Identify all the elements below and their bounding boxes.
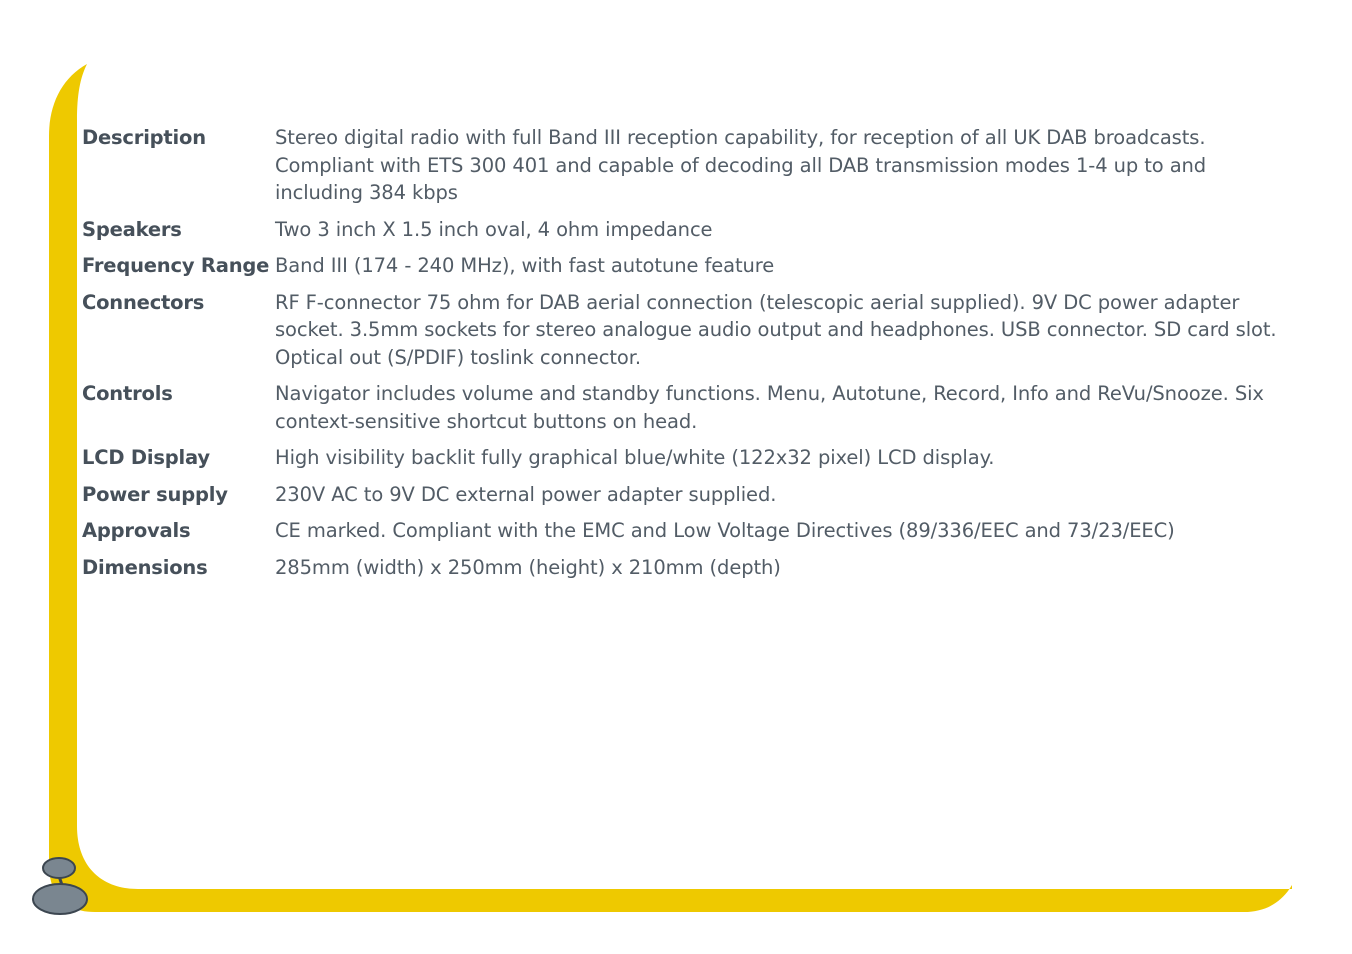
spec-value: 285mm (width) x 250mm (height) x 210mm (depth) [275,555,781,579]
spec-row-lcd-display [82,444,1282,481]
spec-value: 230V AC to 9V DC external power adapter supplied. [275,482,777,506]
spec-row-frequency-range [82,252,1282,289]
spec-value: CE marked. Compliant with the EMC and Low Voltage Directives (89/336/EEC and 73/23/EEC) [275,519,1175,542]
spec-row-approvals [82,517,1282,554]
spec-label: Approvals [82,519,191,542]
spec-label: Controls [82,382,173,405]
spec-row-speakers [82,216,1282,253]
spec-value: Band III (174 - 240 MHz), with fast autotune feature [275,254,775,277]
specifications-table [82,124,1282,590]
spec-value: Navigator includes volume and standby functions. Menu, Autotune, Record, Info and ReVu/Snooze. Six context-sensitive shortcut buttons on head. [275,382,1264,433]
spec-label: LCD Display [82,446,210,469]
spec-row-connectors [82,289,1282,381]
spec-label: Power supply [82,482,228,506]
spec-row-power-supply [82,481,1282,518]
spec-value: Stereo digital radio with full Band III reception capability, for reception of all UK DAB broadcasts. Compliant with ETS 300 401 and capable of decoding all DAB transmission modes 1-4 up to and including 384 kbps [275,126,1207,204]
spec-label: Frequency Range [82,254,270,277]
spec-label: Connectors [82,290,205,314]
spec-value: RF F-connector 75 ohm for DAB aerial connection (telescopic aerial supplied). 9V DC power adapter socket. 3.5mm sockets for stereo analogue audio output and headphones. USB connector. SD card slot. Optical out (S/PDIF) toslink connector. [275,290,1277,369]
spec-row-description [82,124,1282,216]
spec-value: High visibility backlit fully graphical blue/white (122x32 pixel) LCD display. [275,446,995,469]
spec-label: Dimensions [82,555,208,579]
spec-row-dimensions [82,554,1282,591]
spec-label: Speakers [82,217,182,241]
spec-value: Two 3 inch X 1.5 inch oval, 4 ohm impedance [275,217,713,241]
spec-row-controls [82,380,1282,444]
spec-label: Description [82,126,206,149]
